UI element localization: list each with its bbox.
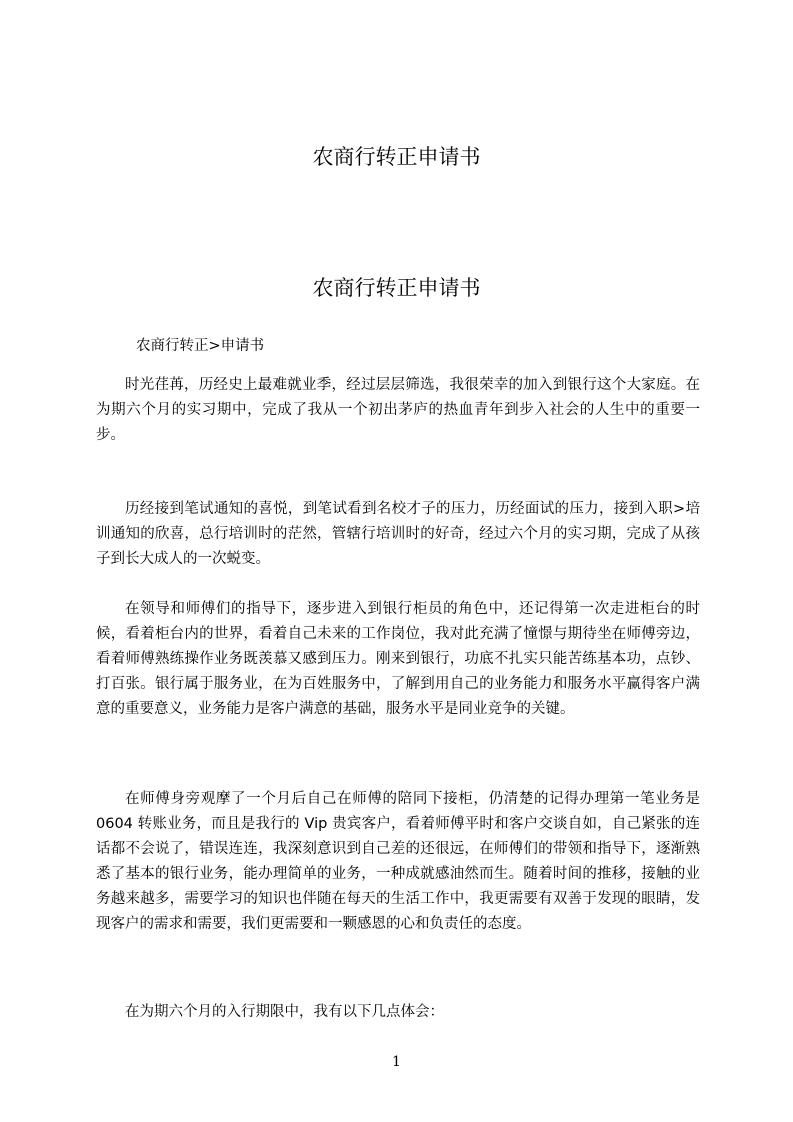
body-paragraph: 在师傅身旁观摩了一个月后自己在师傅的陪同下接柜，仍清楚的记得办理第一笔业务是 0604 转账业务，而且是我行的 Vip 贵宾客户，看着师傅平时和客户交谈自如，自己紧张的连话都不会说了，错误连连，我深刻意识到自己差的还很远，在师傅们的带领和指导下，逐渐熟悉了基本的银行业务，能办理简单的业务，一种成就感油然而生。随着时间的推移，接触的业务越来越多，需要学习的知识也伴随在每天的生活工作中，我更需要有双善于发现的眼睛，发现客户的需求和需要，我们更需要和一颗感恩的心和负责任的态度。 (96, 791, 700, 932)
body-paragraph: 在为期六个月的入行期限中，我有以下几点体会： (125, 1004, 444, 1020)
header-title: 农商行转正申请书 (312, 145, 481, 169)
document-title: 农商行转正申请书 (312, 276, 481, 300)
page-number: 1 (392, 1054, 401, 1070)
body-paragraph: 时光荏苒，历经史上最难就业季，经过层层筛选，我很荣幸的加入到银行这个大家庭。在为期六个月的实习期中，完成了我从一个初出茅庐的热血青年到步入社会的人生中的重要一步。 (96, 377, 700, 443)
body-paragraph: 历经接到笔试通知的喜悦，到笔试看到名校才子的压力，历经面试的压力，接到入职>培训通知的欣喜，总行培训时的茫然，管辖行培训时的好奇，经过六个月的实习期，完成了从孩子到长大成人的一次蜕变。 (96, 501, 700, 567)
document-subtitle: 农商行转正>申请书 (136, 338, 265, 354)
body-paragraph: 在领导和师傅们的指导下，逐步进入到银行柜员的角色中，还记得第一次走进柜台的时候，看着柜台内的世界，看着自己未来的工作岗位，我对此充满了憧憬与期待坐在师傅旁边，看着师傅熟练操作业务既羡慕又感到压力。刚来到银行，功底不扎实只能苦练基本功，点钞、打百张。银行属于服务业，在为百姓服务中，了解到用自己的业务能力和服务水平赢得客户满意的重要意义，业务能力是客户满意的基础，服务水平是同业竞争的关键。 (96, 601, 700, 717)
